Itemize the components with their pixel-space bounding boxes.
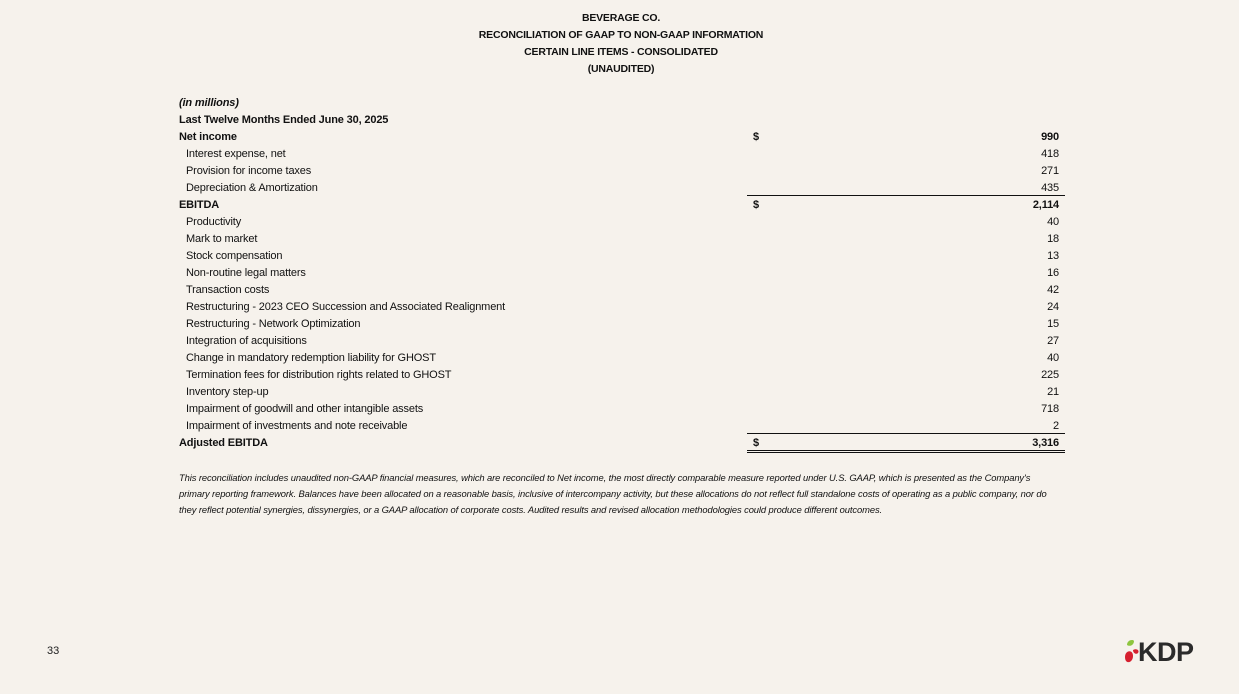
audit-note: (UNAUDITED)	[587, 63, 655, 75]
total-double-rule-top	[747, 450, 1065, 451]
row-label: Integration of acquisitions	[186, 335, 307, 347]
row-label: Interest expense, net	[186, 148, 286, 160]
total-double-rule-bottom	[747, 452, 1065, 453]
row-value: 21	[1047, 386, 1059, 398]
row-value: 718	[1041, 403, 1059, 415]
row-value: 27	[1047, 335, 1059, 347]
row-label: Provision for income taxes	[186, 165, 312, 177]
row-label: Non-routine legal matters	[186, 267, 306, 279]
row-label: Restructuring - 2023 CEO Succession and Associated Realignment	[186, 301, 506, 313]
subtotal-rule-ebitda	[747, 195, 1065, 196]
row-value: 16	[1047, 267, 1059, 279]
table-row	[179, 231, 1066, 248]
page-number: 33	[47, 645, 60, 657]
table-row	[179, 316, 1066, 333]
row-value: 435	[1041, 182, 1059, 194]
currency-symbol: $	[753, 199, 759, 211]
table-row-net-income	[179, 129, 1066, 146]
table-row	[179, 333, 1066, 350]
row-label: Productivity	[186, 216, 242, 228]
row-value: 24	[1047, 301, 1059, 313]
company-name: BEVERAGE CO.	[581, 12, 661, 24]
row-value: 42	[1047, 284, 1059, 296]
table-row	[179, 214, 1066, 231]
row-value: 15	[1047, 318, 1059, 330]
currency-symbol: $	[753, 131, 759, 143]
row-value: 40	[1047, 216, 1059, 228]
row-value: 271	[1041, 165, 1059, 177]
row-label: Stock compensation	[186, 250, 283, 262]
table-row	[179, 384, 1066, 401]
row-label: Net income	[179, 131, 237, 143]
currency-symbol: $	[753, 437, 759, 449]
row-value: 2	[1053, 420, 1059, 432]
row-value: 2,114	[1032, 199, 1059, 211]
row-label: Change in mandatory redemption liability for GHOST	[186, 352, 436, 364]
row-value: 40	[1047, 352, 1059, 364]
report-title: RECONCILIATION OF GAAP TO NON-GAAP INFORMATION	[478, 29, 764, 41]
period-label: Last Twelve Months Ended June 30, 2025	[179, 114, 389, 126]
row-label: Impairment of goodwill and other intangible assets	[186, 403, 424, 415]
table-row	[179, 248, 1066, 265]
table-row	[179, 401, 1066, 418]
table-row	[179, 163, 1066, 180]
table-row	[179, 367, 1066, 384]
row-value: 418	[1041, 148, 1059, 160]
table-row	[179, 282, 1066, 299]
footnote: This reconciliation includes unaudited non-GAAP financial measures, which are reconciled to Net income, the most directly comparable measure reported under U.S. GAAP, which is presented as the Company's primary reporting framework. Balances have been allocated on a reasonable basis, inclusive of intercompany activity, but these allocations do not reflect full standalone costs of operating as a public company, nor do they reflect potential synergies, dissynergies, or a GAAP allocation of corporate costs. Audited results and revised allocation methodologies could produce different outcomes.	[179, 472, 1047, 515]
reconciliation-table	[179, 95, 1066, 452]
table-row	[179, 146, 1066, 163]
logo-leaf-icon	[1127, 640, 1134, 646]
table-row-ebitda	[179, 197, 1066, 214]
table-row	[179, 350, 1066, 367]
row-label: Restructuring - Network Optimization	[186, 318, 361, 330]
row-value: 13	[1047, 250, 1059, 262]
logo-seed-icon	[1125, 651, 1133, 662]
row-label: Termination fees for distribution rights related to GHOST	[186, 369, 452, 381]
units-label: (in millions)	[179, 97, 239, 109]
table-row	[179, 265, 1066, 282]
row-label: Inventory step-up	[186, 386, 269, 398]
kdp-logo	[1124, 638, 1202, 668]
table-row	[179, 299, 1066, 316]
row-value: 990	[1041, 131, 1059, 143]
report-subtitle: CERTAIN LINE ITEMS - CONSOLIDATED	[524, 46, 718, 58]
logo-text: KDP	[1138, 637, 1194, 667]
subtotal-rule-adjusted-ebitda	[747, 433, 1065, 434]
row-label: Adjusted EBITDA	[179, 437, 268, 449]
row-label: Transaction costs	[186, 284, 270, 296]
row-value: 3,316	[1032, 437, 1059, 449]
row-label: EBITDA	[179, 199, 220, 211]
row-label: Impairment of investments and note receivable	[186, 420, 408, 432]
row-value: 225	[1041, 369, 1059, 381]
row-label: Depreciation & Amortization	[186, 182, 318, 194]
report-header	[0, 10, 1239, 78]
row-value: 18	[1047, 233, 1059, 245]
row-label: Mark to market	[186, 233, 258, 245]
